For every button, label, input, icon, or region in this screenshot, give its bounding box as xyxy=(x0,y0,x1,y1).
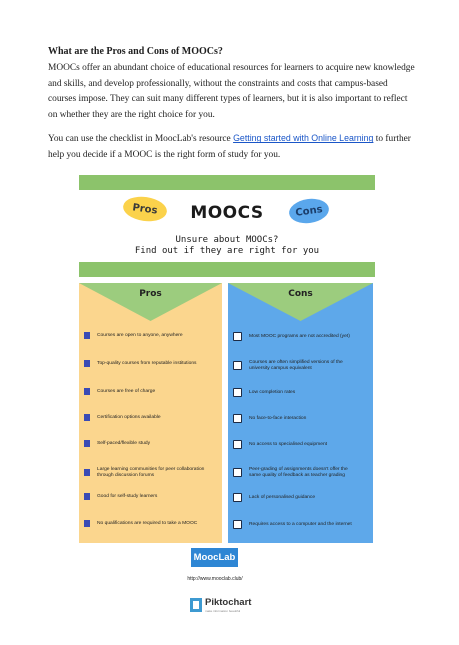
cons-column-header: Cons xyxy=(288,289,313,299)
paragraph-text-before: You can use the checklist in MoocLab's resource xyxy=(48,134,234,145)
mooclab-url: http://www.mooclab.club/ xyxy=(187,576,243,582)
pros-item xyxy=(79,467,222,478)
thumbs-down-icon xyxy=(233,361,242,370)
cons-item-text: Courses are often simplified versions of the university campus equivalent xyxy=(249,360,343,371)
cons-item-text: No access to specialised equipment xyxy=(249,441,328,447)
pros-item xyxy=(79,520,222,527)
pros-item-text: Good for self-study learners xyxy=(97,493,158,499)
cons-item-text: Peer-grading of assignments doesn't offer the same quality of feedback as teacher grading xyxy=(249,467,348,478)
cons-item xyxy=(228,467,373,478)
infographic-title: MOOCS xyxy=(190,203,264,223)
cons-item xyxy=(228,493,373,502)
book-icon xyxy=(84,493,90,500)
piktochart-tagline: make information beautiful xyxy=(205,609,241,613)
infographic-subtitle xyxy=(79,235,375,257)
piktochart-name: Piktochart xyxy=(205,597,252,608)
cons-item xyxy=(228,332,373,341)
cons-item xyxy=(228,414,373,423)
mooc-infographic xyxy=(79,175,375,543)
pros-item xyxy=(79,440,222,447)
piktochart-icon xyxy=(190,598,202,612)
pros-item-text: Large learning communities for peer collaboration through discussion forums xyxy=(97,467,205,478)
book-icon xyxy=(84,520,90,527)
thumbs-down-icon xyxy=(233,388,242,397)
pros-column xyxy=(79,283,222,543)
subtitle-line-2: Find out if they are right for you xyxy=(134,246,320,256)
pros-item-text: Top-quality courses from reputable institutions xyxy=(97,360,197,366)
pros-item xyxy=(79,414,222,421)
cons-speech-bubble: Cons xyxy=(288,196,331,225)
thumbs-down-icon xyxy=(233,414,242,423)
cons-item xyxy=(228,520,373,529)
thumbs-down-icon xyxy=(233,520,242,529)
thumbs-down-icon xyxy=(233,332,242,341)
pros-item-text: Courses are open to anyone, anywhere xyxy=(97,332,183,338)
pros-item xyxy=(79,360,222,367)
pros-item-text: Certification options available xyxy=(97,414,161,420)
article-paragraph: MOOCs offer an abundant choice of educational resources for learners to acquire new knowledge and skills, and develop professionally, without the constraints and costs that campus-based courses impose. They can suit many different types of learners, but it is also important to reflect on whether they are the right choice for you. xyxy=(48,63,415,120)
piktochart-logo xyxy=(190,592,250,618)
middle-green-bar xyxy=(79,262,375,277)
cons-item-text: No face-to-face interaction xyxy=(249,415,307,421)
cons-item xyxy=(228,388,373,397)
pros-item-text: Courses are free of charge xyxy=(97,388,156,394)
pros-column-header: Pros xyxy=(139,289,162,299)
cons-item-text: Low completion rates xyxy=(249,389,296,395)
pros-item xyxy=(79,332,222,339)
cons-item-text: Most MOOC programs are not accredited (yet) xyxy=(249,333,350,339)
article-heading: What are the Pros and Cons of MOOCs? xyxy=(48,46,223,57)
article xyxy=(48,46,418,172)
book-icon xyxy=(84,440,90,447)
pros-item xyxy=(79,493,222,500)
book-icon xyxy=(84,388,90,395)
subtitle-line-1: Unsure about MOOCs? xyxy=(175,235,279,245)
pros-item xyxy=(79,388,222,395)
cons-column xyxy=(228,283,373,543)
top-green-bar xyxy=(79,175,375,190)
thumbs-down-icon xyxy=(233,440,242,449)
cons-item-text: Requires access to a computer and the internet xyxy=(249,521,352,527)
cons-item-text: Lack of personalised guidance xyxy=(249,494,316,500)
cons-item xyxy=(228,440,373,449)
pros-item-text: No qualifications are required to take a MOOC xyxy=(97,520,198,526)
article-paragraph-checklist xyxy=(48,131,418,163)
pros-item-text: Self-paced/flexible study xyxy=(97,440,151,446)
pros-speech-bubble: Pros xyxy=(122,194,169,224)
book-icon xyxy=(84,414,90,421)
book-icon xyxy=(84,360,90,367)
thumbs-down-icon xyxy=(233,493,242,502)
mooclab-logo: MoocLab xyxy=(191,548,238,567)
paragraph-text-after: to further help you decide if a MOOC is the right form of study for you. xyxy=(48,134,411,160)
getting-started-link[interactable]: Getting started with Online Learning xyxy=(233,133,374,144)
book-icon xyxy=(84,332,90,339)
thumbs-down-icon xyxy=(233,468,242,477)
cons-item xyxy=(228,360,373,371)
book-icon xyxy=(84,469,90,476)
